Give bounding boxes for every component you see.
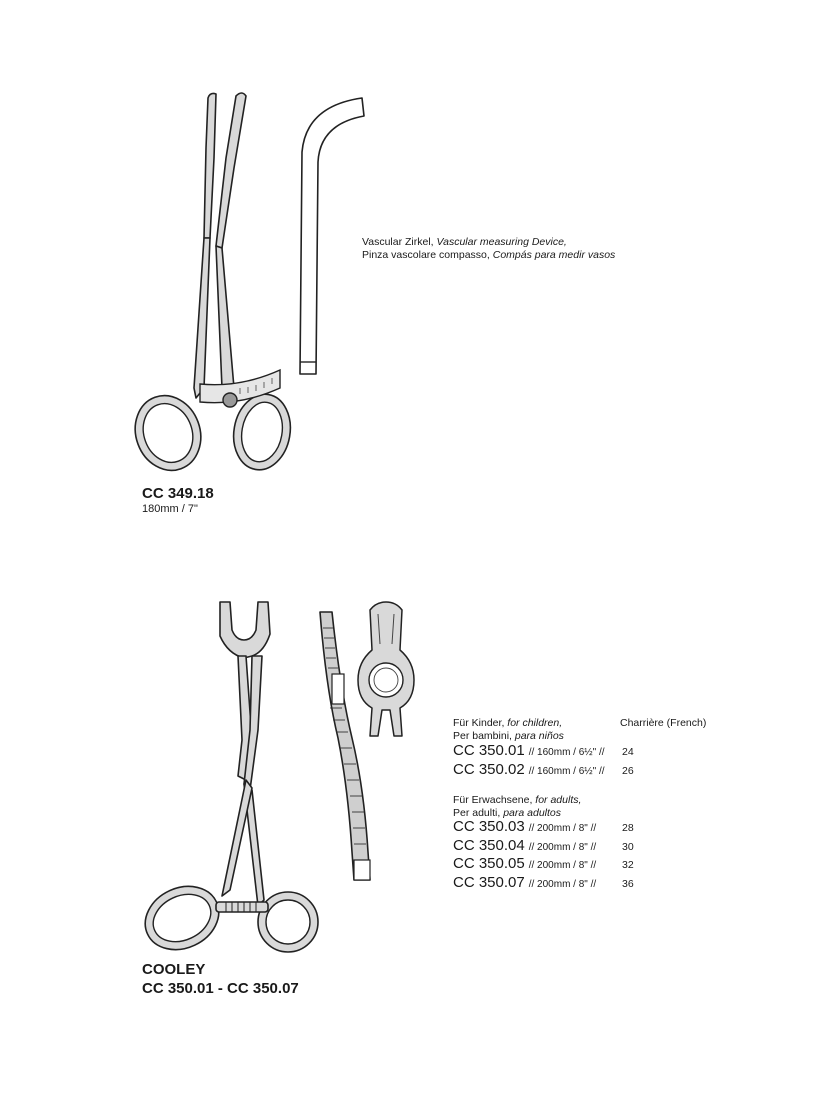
row-charriere: 24 <box>622 746 634 758</box>
desc-line2-plain: Pinza vascolare compasso, <box>362 249 493 261</box>
desc-line1-italic: Vascular measuring Device, <box>436 236 567 248</box>
row-size: // 200mm / 8" // <box>528 879 597 890</box>
row-code: CC 350.07 <box>453 874 525 891</box>
row-code: CC 350.02 <box>453 761 525 778</box>
children-header-italic: for children, <box>507 717 563 729</box>
vascular-measuring-device-illustration <box>130 88 300 480</box>
row-size: // 200mm / 8" // <box>528 842 597 853</box>
adults-header-italic: for adults, <box>535 794 582 806</box>
desc-line1-plain: Vascular Zirkel, <box>362 236 437 248</box>
table-row <box>453 874 634 892</box>
product1-desc-line1 <box>362 236 615 249</box>
cross-section-detail-illustration <box>356 600 420 740</box>
adults-header2-plain: Per adulti, <box>453 807 504 819</box>
row-charriere: 32 <box>622 859 634 871</box>
children-header2-plain: Per bambini, <box>453 730 515 742</box>
children-header-plain: Für Kinder, <box>453 717 508 729</box>
row-code: CC 350.03 <box>453 818 525 835</box>
table-row <box>453 761 634 779</box>
row-size: // 200mm / 8" // <box>528 860 597 871</box>
row-charriere: 36 <box>622 878 634 890</box>
row-charriere: 30 <box>622 841 634 853</box>
children-header-line1 <box>453 717 564 730</box>
product2-code-range: CC 350.01 - CC 350.07 <box>142 980 299 997</box>
desc-line2-italic: Compás para medir vasos <box>492 249 616 261</box>
row-charriere: 28 <box>622 822 634 834</box>
row-code: CC 350.01 <box>453 742 525 759</box>
row-size: // 160mm / 6½" // <box>528 766 605 777</box>
table-row <box>453 818 634 836</box>
row-code: CC 350.05 <box>453 855 525 872</box>
charriere-header: Charrière (French) <box>620 717 707 729</box>
cooley-clamp-illustration <box>140 600 330 960</box>
adults-header <box>453 794 581 820</box>
row-charriere: 26 <box>622 765 634 777</box>
children-header <box>453 717 564 743</box>
row-size: // 160mm / 6½" // <box>528 747 605 758</box>
row-code: CC 350.04 <box>453 837 525 854</box>
children-header2-italic: para niños <box>514 730 564 742</box>
product1-description <box>362 236 615 262</box>
product1-size: 180mm / 7" <box>142 503 198 515</box>
row-size: // 200mm / 8" // <box>528 823 597 834</box>
adults-header2-italic: para adultos <box>503 807 561 819</box>
table-row <box>453 742 634 760</box>
adults-header-line1 <box>453 794 581 807</box>
adults-header-plain: Für Erwachsene, <box>453 794 536 806</box>
product1-desc-line2 <box>362 249 615 262</box>
product2-name: COOLEY <box>142 961 206 978</box>
table-row <box>453 855 634 873</box>
table-row <box>453 837 634 855</box>
product1-code: CC 349.18 <box>142 485 214 502</box>
